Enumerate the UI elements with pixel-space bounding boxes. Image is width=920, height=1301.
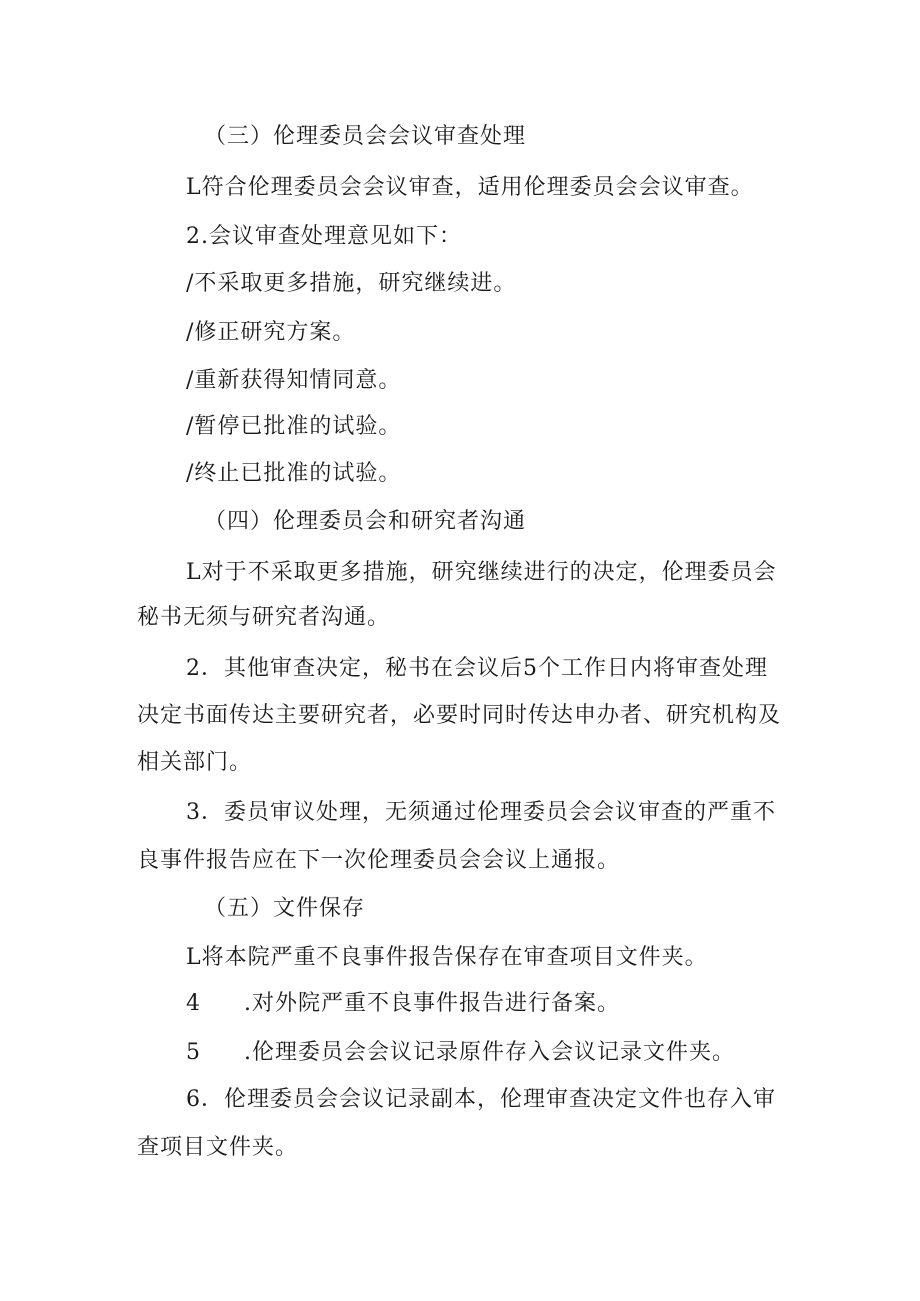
section-4-heading: （四）伦理委员会和研究者沟通	[204, 509, 527, 534]
section-4-item-3-line-1: 3．委员审议处理，无须通过伦理委员会会议审查的严重不	[186, 800, 776, 825]
option-item: /不采取更多措施，研究继续进。	[186, 271, 517, 296]
section-5-item-5	[186, 1040, 735, 1066]
section-5-item-6-line-1: 6．伦理委员会会议记录副本，伦理审查决定文件也存入审	[186, 1087, 776, 1112]
section-5-item-4	[186, 991, 620, 1017]
item-number: 4	[186, 991, 201, 1016]
item-number: 5	[186, 1040, 201, 1065]
section-5-heading: （五）文件保存	[204, 896, 366, 921]
section-5-item-6-line-2: 查项目文件夹。	[137, 1135, 299, 1160]
option-item: /重新获得知情同意。	[186, 368, 402, 393]
item-text: .伦理委员会会议记录原件存入会议记录文件夹。	[244, 1040, 735, 1065]
section-4-item-1-line-1: L对于不采取更多措施，研究继续进行的决定，伦理委员会	[186, 560, 777, 585]
section-4-item-2-line-1: 2．其他审查决定，秘书在会议后5个工作日内将审查处理	[186, 656, 768, 681]
section-4-item-2-line-2: 决定书面传达主要研究者，必要时同时传达申办者、研究机构及	[137, 703, 782, 728]
section-5-item-1: L将本院严重不良事件报告保存在审查项目文件夹。	[186, 945, 708, 970]
option-item: /暂停已批准的试验。	[186, 414, 402, 439]
section-3-heading: （三）伦理委员会会议审查处理	[204, 124, 527, 149]
option-item: /终止已批准的试验。	[186, 461, 402, 486]
item-text: .对外院严重不良事件报告进行备案。	[244, 991, 620, 1016]
option-item: /修正研究方案。	[186, 320, 356, 345]
section-3-item-1: L符合伦理委员会会议审查，适用伦理委员会会议审查。	[186, 175, 754, 200]
section-4-item-1-line-2: 秘书无须与研究者沟通。	[137, 605, 391, 630]
section-4-item-2-line-3: 相关部门。	[137, 750, 253, 775]
section-3-item-2: 2.会议审查处理意见如下：	[186, 224, 462, 249]
section-4-item-3-line-2: 良事件报告应在下一次伦理委员会会议上通报。	[137, 848, 621, 873]
